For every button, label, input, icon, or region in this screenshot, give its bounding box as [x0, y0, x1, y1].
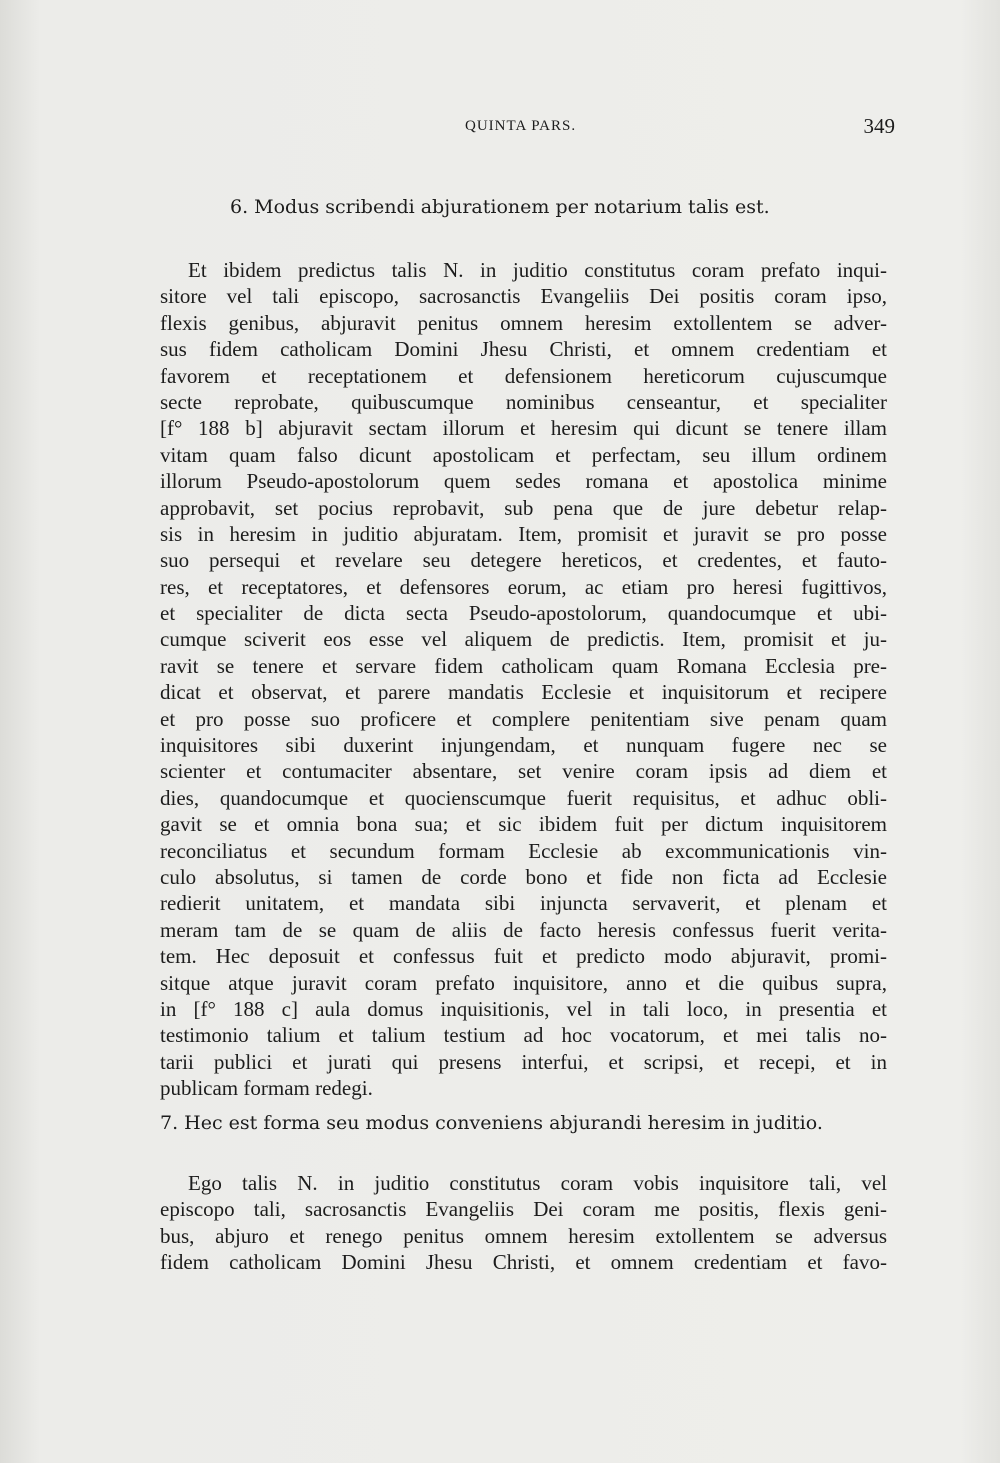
text-line: redierit unitatem, et mandata sibi injuncta servaverit, et plenam et	[160, 891, 887, 916]
text-line: flexis genibus, abjuravit penitus omnem heresim extollentem se adver-	[160, 310, 887, 335]
text-line: et pro posse suo proficere et complere penitentiam sive penam quam	[160, 706, 887, 731]
text-line: favorem et receptationem et defensionem hereticorum cujuscumque	[160, 363, 887, 388]
running-head	[160, 114, 895, 144]
text-line: publicam formam redegi.	[160, 1076, 373, 1101]
text-line: dies, quandocumque et quocienscumque fuerit requisitus, et adhuc obli-	[160, 785, 887, 810]
text-line: res, et receptatores, et defensores eorum, ac etiam pro heresi fugittivos,	[160, 574, 887, 599]
text-line: sis in heresim in juditio abjuratam. Item, promisit et juravit se pro posse	[160, 521, 887, 546]
text-line: secte reprobate, quibuscumque nominibus censeantur, et specialiter	[160, 389, 887, 414]
text-line: Et ibidem predictus talis N. in juditio constitutus coram prefato inqui-	[188, 258, 887, 282]
text-line: gavit se et omnia bona sua; et sic ibidem fuit per dictum inquisitorem	[160, 812, 887, 837]
text-line: testimonio talium et talium testium ad hoc vocatorum, et mei talis no-	[160, 1023, 887, 1048]
text-line: Ego talis N. in juditio constitutus coram vobis inquisitore tali, vel	[188, 1171, 887, 1195]
text-line: inquisitores sibi duxerint injungendam, et nunquam fugere nec se	[160, 733, 887, 758]
text-line: tem. Hec deposuit et confessus fuit et predicto modo abjuravit, promi-	[160, 944, 887, 969]
running-title: QUINTA PARS.	[465, 118, 577, 134]
text-line: sitore vel tali episcopo, sacrosanctis Evangeliis Dei positis coram ipso,	[160, 284, 887, 309]
section-7-heading: 7. Hec est forma seu modus conveniens abjurandi heresim in juditio.	[160, 1112, 823, 1134]
text-line: sitque atque juravit coram prefato inquisitore, anno et die quibus supra,	[160, 970, 887, 995]
text-line: [f° 188 b] abjuravit sectam illorum et heresim qui dicunt se tenere illam	[160, 416, 887, 441]
text-line: approbavit, set pocius reprobavit, sub pena que de jure debetur relap-	[160, 495, 887, 520]
text-line: culo absolutus, si tamen de corde bono et fide non ficta ad Ecclesie	[160, 864, 887, 889]
text-line: bus, abjuro et renego penitus omnem heresim extollentem se adversus	[160, 1223, 887, 1248]
text-line: episcopo tali, sacrosanctis Evangeliis Dei coram me positis, flexis geni-	[160, 1197, 887, 1222]
section-6-paragraph	[160, 257, 887, 1102]
text-line: in [f° 188 c] aula domus inquisitionis, vel in tali loco, in presentia et	[160, 996, 887, 1021]
text-line: vitam quam falso dicunt apostolicam et perfectam, seu illum ordinem	[160, 442, 887, 467]
text-line: reconciliatus et secundum formam Ecclesie ab excommunicationis vin-	[160, 838, 887, 863]
text-line: illorum Pseudo-apostolorum quem sedes romana et apostolica minime	[160, 469, 887, 494]
text-line: ravit se tenere et servare fidem catholicam quam Romana Ecclesia pre-	[160, 653, 887, 678]
text-line: sus fidem catholicam Domini Jhesu Christi, et omnem credentiam et	[160, 337, 887, 362]
section-6-heading: 6. Modus scribendi abjurationem per notarium talis est.	[230, 196, 770, 218]
text-line: scienter et contumaciter absentare, set venire coram ipsis ad diem et	[160, 759, 887, 784]
page-number: 349	[863, 114, 895, 138]
text-line: tarii publici et jurati qui presens interfui, et scripsi, et recepi, et in	[160, 1049, 887, 1074]
section-7-paragraph	[160, 1170, 887, 1276]
text-line: dicat et observat, et parere mandatis Ecclesie et inquisitorum et recipere	[160, 680, 887, 705]
text-line: fidem catholicam Domini Jhesu Christi, et omnem credentiam et favo-	[160, 1250, 887, 1275]
text-line: et specialiter de dicta secta Pseudo-apostolorum, quandocumque et ubi-	[160, 601, 887, 626]
text-line: suo persequi et revelare seu detegere hereticos, et credentes, et fauto-	[160, 548, 887, 573]
text-line: meram tam de se quam de aliis de facto heresis confessus fuerit verita-	[160, 917, 887, 942]
text-line: cumque sciverit eos esse vel aliquem de predictis. Item, promisit et ju-	[160, 627, 887, 652]
